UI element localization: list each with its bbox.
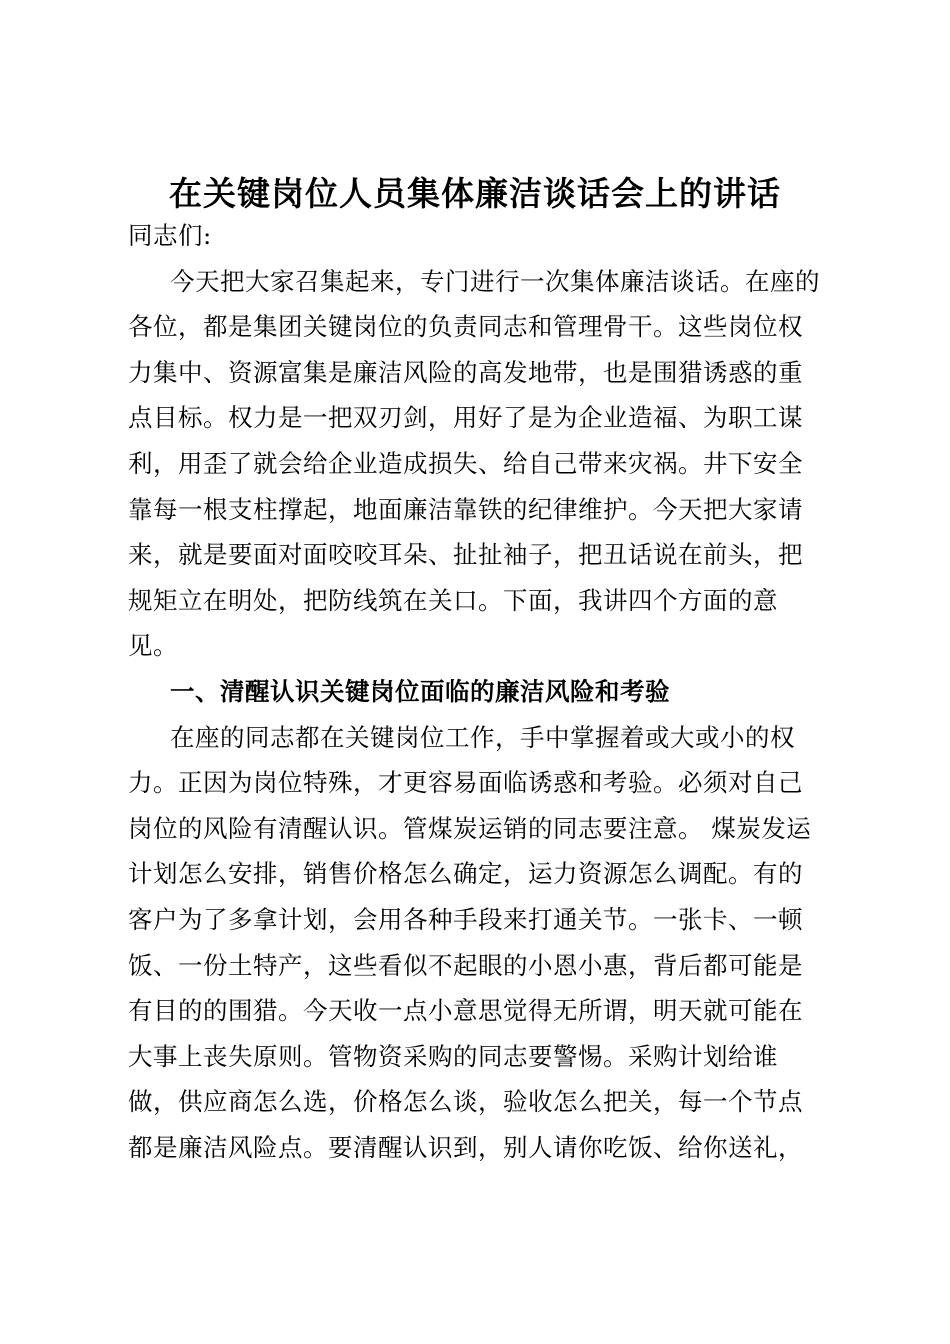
- paragraph-line: 有目的的围猎。今天收一点小意思觉得无所谓，明天就可能在: [128, 996, 803, 1026]
- paragraph-line: 都是廉洁风险点。要清醒认识到，别人请你吃饭、给你送礼，: [128, 1132, 803, 1162]
- paragraph-line: 客户为了多拿计划，会用各种手段来打通关节。一张卡、一顿: [128, 904, 803, 934]
- paragraph-line: 点目标。权力是一把双刃剑，用好了是为企业造福、为职工谋: [128, 403, 803, 433]
- paragraph-line: 岗位的风险有清醒认识。管煤炭运销的同志要注意。 煤炭发运: [128, 813, 812, 843]
- paragraph-line: 大事上丧失原则。管物资采购的同志要警惕。采购计划给谁: [128, 1041, 778, 1071]
- paragraph-line: 见。: [128, 631, 178, 661]
- document-title: 在关键岗位人员集体廉洁谈话会上的讲话: [169, 174, 781, 213]
- paragraph-line: 利，用歪了就会给企业造成损失、给自己带来灾祸。井下安全: [128, 448, 803, 478]
- paragraph-line: 做，供应商怎么选，价格怎么谈，验收怎么把关，每一个节点: [128, 1087, 803, 1117]
- paragraph-line: 力。正因为岗位特殊，才更容易面临诱惑和考验。必须对自己: [128, 768, 803, 798]
- document-body: [128, 213, 833, 1170]
- paragraph-line: 计划怎么安排，销售价格怎么确定，运力资源怎么调配。有的: [128, 859, 803, 889]
- paragraph-line: 在座的同志都在关键岗位工作，手中掌握着或大或小的权: [170, 722, 795, 752]
- paragraph-line: 各位，都是集团关键岗位的负责同志和管理骨干。这些岗位权: [128, 312, 803, 342]
- paragraph-line: 靠每一根支柱撑起，地面廉洁靠铁的纪律维护。今天把大家请: [128, 494, 803, 524]
- paragraph-line: 今天把大家召集起来，专门进行一次集体廉洁谈话。在座的: [170, 266, 820, 296]
- paragraph-line: 规矩立在明处，把防线筑在关口。下面，我讲四个方面的意: [128, 585, 778, 615]
- paragraph-line: 力集中、资源富集是廉洁风险的高发地带，也是围猎诱惑的重: [128, 357, 803, 387]
- salutation: 同志们:: [128, 221, 212, 250]
- section-heading: 一、清醒认识关键岗位面临的廉洁风险和考验: [170, 676, 670, 706]
- paragraph-line: 来，就是要面对面咬咬耳朵、扯扯袖子，把丑话说在前头，把: [128, 540, 803, 570]
- paragraph-line: 饭、一份土特产，这些看似不起眼的小恩小惠，背后都可能是: [128, 950, 803, 980]
